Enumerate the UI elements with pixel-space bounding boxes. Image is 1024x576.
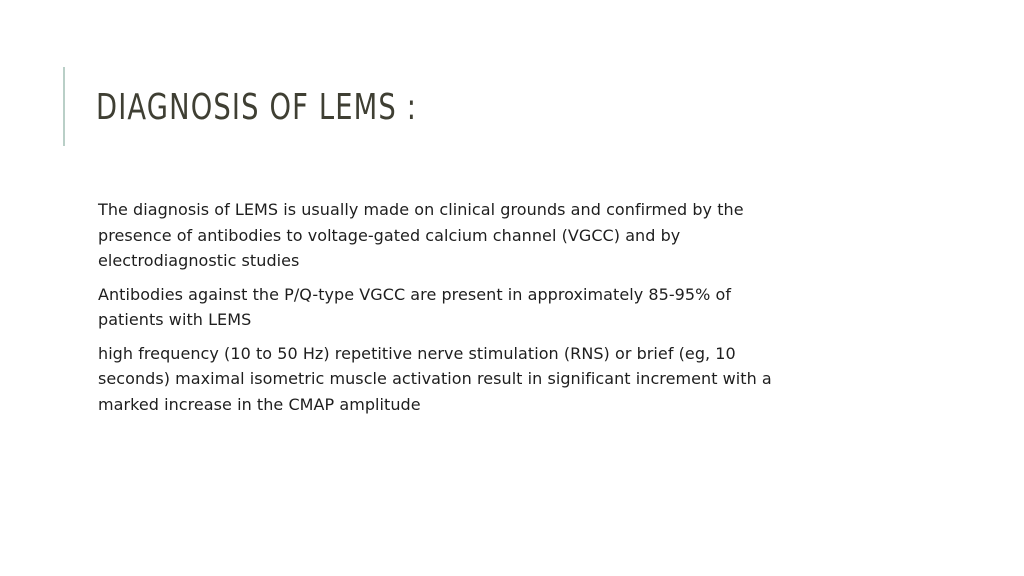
paragraph-rns: [98, 341, 898, 418]
title-accent-bar: [63, 67, 65, 146]
paragraph-line: electrodiagnostic studies: [98, 251, 300, 270]
paragraph-line: seconds) maximal isometric muscle activation result in significant increment with a: [98, 369, 772, 388]
paragraph-line: patients with LEMS: [98, 310, 252, 329]
slide-title: DIAGNOSIS OF LEMS :: [96, 87, 418, 128]
slide-body: [98, 197, 898, 425]
paragraph-antibodies: [98, 282, 898, 333]
paragraph-line: The diagnosis of LEMS is usually made on clinical grounds and confirmed by the: [98, 200, 744, 219]
paragraph-line: high frequency (10 to 50 Hz) repetitive nerve stimulation (RNS) or brief (eg, 10: [98, 343, 736, 363]
paragraph-line: Antibodies against the P/Q-type VGCC are present in approximately 85-95% of: [98, 284, 732, 304]
paragraph-line: presence of antibodies to voltage-gated calcium channel (VGCC) and by: [98, 225, 681, 245]
paragraph-diagnosis: [98, 197, 898, 274]
paragraph-line: marked increase in the CMAP amplitude: [98, 394, 421, 414]
